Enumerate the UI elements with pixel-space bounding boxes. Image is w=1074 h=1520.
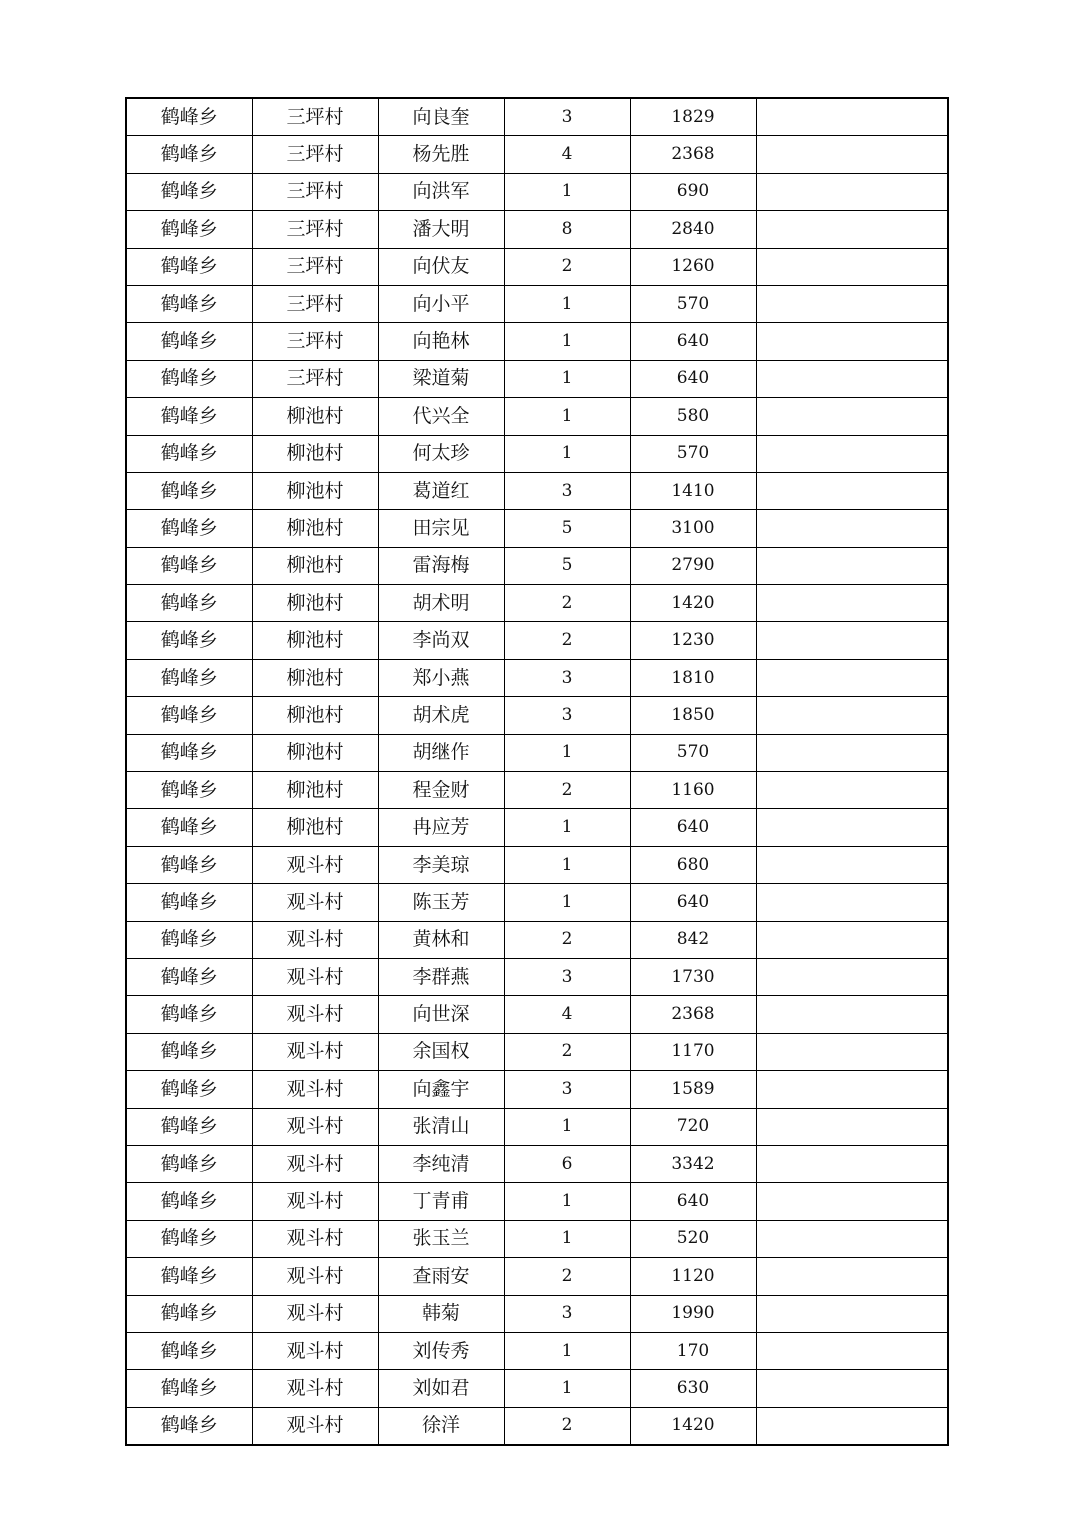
village-cell: 观斗村 — [252, 921, 378, 958]
amount-cell: 1990 — [630, 1295, 756, 1332]
count-cell: 2 — [504, 921, 630, 958]
table-row — [126, 98, 948, 136]
township-cell: 鹤峰乡 — [126, 958, 252, 995]
name-cell: 田宗见 — [378, 510, 504, 547]
amount-cell: 1260 — [630, 248, 756, 285]
table-row — [126, 772, 948, 809]
township-cell: 鹤峰乡 — [126, 211, 252, 248]
count-cell: 1 — [504, 1332, 630, 1369]
count-cell: 1 — [504, 1220, 630, 1257]
name-cell: 陈玉芳 — [378, 884, 504, 921]
name-cell: 向鑫宇 — [378, 1071, 504, 1108]
township-cell: 鹤峰乡 — [126, 921, 252, 958]
amount-cell: 720 — [630, 1108, 756, 1145]
count-cell: 3 — [504, 659, 630, 696]
amount-cell: 1810 — [630, 659, 756, 696]
township-cell: 鹤峰乡 — [126, 1258, 252, 1295]
amount-cell: 170 — [630, 1332, 756, 1369]
remark-cell — [756, 958, 948, 995]
table-row — [126, 1332, 948, 1369]
village-cell: 柳池村 — [252, 734, 378, 771]
count-cell: 2 — [504, 772, 630, 809]
remark-cell — [756, 1370, 948, 1407]
count-cell: 5 — [504, 547, 630, 584]
table-row — [126, 435, 948, 472]
count-cell: 3 — [504, 472, 630, 509]
count-cell: 4 — [504, 136, 630, 173]
amount-cell: 640 — [630, 1183, 756, 1220]
table-row — [126, 211, 948, 248]
township-cell: 鹤峰乡 — [126, 398, 252, 435]
remark-cell — [756, 622, 948, 659]
amount-cell: 570 — [630, 435, 756, 472]
name-cell: 胡术明 — [378, 585, 504, 622]
village-cell: 柳池村 — [252, 510, 378, 547]
name-cell: 雷海梅 — [378, 547, 504, 584]
table-row — [126, 697, 948, 734]
name-cell: 程金财 — [378, 772, 504, 809]
village-cell: 观斗村 — [252, 846, 378, 883]
remark-cell — [756, 360, 948, 397]
amount-cell: 2368 — [630, 136, 756, 173]
amount-cell: 1420 — [630, 585, 756, 622]
remark-cell — [756, 1258, 948, 1295]
township-cell: 鹤峰乡 — [126, 1332, 252, 1369]
township-cell: 鹤峰乡 — [126, 1220, 252, 1257]
village-cell: 观斗村 — [252, 1183, 378, 1220]
amount-cell: 690 — [630, 173, 756, 210]
remark-cell — [756, 547, 948, 584]
table-row — [126, 360, 948, 397]
count-cell: 2 — [504, 1258, 630, 1295]
table-row — [126, 1295, 948, 1332]
village-cell: 柳池村 — [252, 622, 378, 659]
remark-cell — [756, 98, 948, 136]
remark-cell — [756, 1183, 948, 1220]
remark-cell — [756, 510, 948, 547]
remark-cell — [756, 809, 948, 846]
count-cell: 8 — [504, 211, 630, 248]
township-cell: 鹤峰乡 — [126, 1145, 252, 1182]
count-cell: 1 — [504, 435, 630, 472]
township-cell: 鹤峰乡 — [126, 360, 252, 397]
remark-cell — [756, 285, 948, 322]
remark-cell — [756, 697, 948, 734]
table-row — [126, 846, 948, 883]
count-cell: 2 — [504, 1033, 630, 1070]
name-cell: 向良奎 — [378, 98, 504, 136]
table-row — [126, 472, 948, 509]
name-cell: 梁道菊 — [378, 360, 504, 397]
remark-cell — [756, 1332, 948, 1369]
village-cell: 观斗村 — [252, 1370, 378, 1407]
name-cell: 韩菊 — [378, 1295, 504, 1332]
remark-cell — [756, 996, 948, 1033]
amount-cell: 1589 — [630, 1071, 756, 1108]
name-cell: 余国权 — [378, 1033, 504, 1070]
table-body — [126, 98, 948, 1445]
count-cell: 1 — [504, 1370, 630, 1407]
table-row — [126, 884, 948, 921]
name-cell: 刘传秀 — [378, 1332, 504, 1369]
amount-cell: 580 — [630, 398, 756, 435]
village-cell: 三坪村 — [252, 136, 378, 173]
township-cell: 鹤峰乡 — [126, 1071, 252, 1108]
count-cell: 1 — [504, 398, 630, 435]
name-cell: 葛道红 — [378, 472, 504, 509]
count-cell: 4 — [504, 996, 630, 1033]
amount-cell: 1730 — [630, 958, 756, 995]
amount-cell: 1850 — [630, 697, 756, 734]
table-row — [126, 510, 948, 547]
township-cell: 鹤峰乡 — [126, 1108, 252, 1145]
count-cell: 5 — [504, 510, 630, 547]
township-cell: 鹤峰乡 — [126, 622, 252, 659]
name-cell: 刘如君 — [378, 1370, 504, 1407]
township-cell: 鹤峰乡 — [126, 1183, 252, 1220]
name-cell: 李群燕 — [378, 958, 504, 995]
remark-cell — [756, 398, 948, 435]
table-row — [126, 173, 948, 210]
name-cell: 徐洋 — [378, 1407, 504, 1445]
township-cell: 鹤峰乡 — [126, 659, 252, 696]
village-cell: 观斗村 — [252, 1108, 378, 1145]
count-cell: 3 — [504, 958, 630, 995]
name-cell: 张清山 — [378, 1108, 504, 1145]
table-row — [126, 285, 948, 322]
name-cell: 黄林和 — [378, 921, 504, 958]
amount-cell: 1410 — [630, 472, 756, 509]
table-row — [126, 809, 948, 846]
amount-cell: 3342 — [630, 1145, 756, 1182]
amount-cell: 570 — [630, 734, 756, 771]
remark-cell — [756, 921, 948, 958]
remark-cell — [756, 435, 948, 472]
township-cell: 鹤峰乡 — [126, 1033, 252, 1070]
township-cell: 鹤峰乡 — [126, 1370, 252, 1407]
township-cell: 鹤峰乡 — [126, 136, 252, 173]
township-cell: 鹤峰乡 — [126, 98, 252, 136]
amount-cell: 1120 — [630, 1258, 756, 1295]
name-cell: 胡继作 — [378, 734, 504, 771]
township-cell: 鹤峰乡 — [126, 697, 252, 734]
township-cell: 鹤峰乡 — [126, 510, 252, 547]
township-cell: 鹤峰乡 — [126, 435, 252, 472]
remark-cell — [756, 1145, 948, 1182]
amount-cell: 1829 — [630, 98, 756, 136]
village-cell: 观斗村 — [252, 996, 378, 1033]
table-row — [126, 1220, 948, 1257]
name-cell: 胡术虎 — [378, 697, 504, 734]
remark-cell — [756, 659, 948, 696]
name-cell: 向小平 — [378, 285, 504, 322]
amount-cell: 640 — [630, 360, 756, 397]
amount-cell: 1420 — [630, 1407, 756, 1445]
count-cell: 3 — [504, 98, 630, 136]
remark-cell — [756, 772, 948, 809]
township-cell: 鹤峰乡 — [126, 884, 252, 921]
amount-cell: 1230 — [630, 622, 756, 659]
village-cell: 观斗村 — [252, 1407, 378, 1445]
name-cell: 冉应芳 — [378, 809, 504, 846]
village-cell: 三坪村 — [252, 248, 378, 285]
count-cell: 2 — [504, 248, 630, 285]
amount-cell: 520 — [630, 1220, 756, 1257]
table-row — [126, 323, 948, 360]
table-row — [126, 585, 948, 622]
village-cell: 三坪村 — [252, 98, 378, 136]
table-row — [126, 136, 948, 173]
table-row — [126, 1071, 948, 1108]
name-cell: 潘大明 — [378, 211, 504, 248]
table-row — [126, 1370, 948, 1407]
table-row — [126, 622, 948, 659]
remark-cell — [756, 1108, 948, 1145]
name-cell: 向洪军 — [378, 173, 504, 210]
village-cell: 柳池村 — [252, 472, 378, 509]
village-cell: 观斗村 — [252, 1033, 378, 1070]
township-cell: 鹤峰乡 — [126, 248, 252, 285]
table-row — [126, 734, 948, 771]
township-cell: 鹤峰乡 — [126, 1407, 252, 1445]
village-cell: 观斗村 — [252, 958, 378, 995]
remark-cell — [756, 734, 948, 771]
remark-cell — [756, 1295, 948, 1332]
name-cell: 杨先胜 — [378, 136, 504, 173]
village-cell: 柳池村 — [252, 772, 378, 809]
amount-cell: 640 — [630, 809, 756, 846]
amount-cell: 2840 — [630, 211, 756, 248]
village-cell: 柳池村 — [252, 659, 378, 696]
village-cell: 观斗村 — [252, 1295, 378, 1332]
table-row — [126, 659, 948, 696]
count-cell: 1 — [504, 884, 630, 921]
village-cell: 柳池村 — [252, 547, 378, 584]
village-cell: 观斗村 — [252, 1220, 378, 1257]
remark-cell — [756, 1071, 948, 1108]
table-row — [126, 996, 948, 1033]
township-cell: 鹤峰乡 — [126, 734, 252, 771]
village-cell: 柳池村 — [252, 435, 378, 472]
village-cell: 柳池村 — [252, 809, 378, 846]
remark-cell — [756, 472, 948, 509]
village-cell: 柳池村 — [252, 585, 378, 622]
count-cell: 3 — [504, 697, 630, 734]
name-cell: 查雨安 — [378, 1258, 504, 1295]
count-cell: 1 — [504, 323, 630, 360]
remark-cell — [756, 884, 948, 921]
remark-cell — [756, 173, 948, 210]
remark-cell — [756, 211, 948, 248]
name-cell: 向艳林 — [378, 323, 504, 360]
village-cell: 三坪村 — [252, 323, 378, 360]
remark-cell — [756, 846, 948, 883]
village-cell: 三坪村 — [252, 211, 378, 248]
count-cell: 1 — [504, 734, 630, 771]
count-cell: 1 — [504, 173, 630, 210]
township-cell: 鹤峰乡 — [126, 996, 252, 1033]
township-cell: 鹤峰乡 — [126, 472, 252, 509]
township-cell: 鹤峰乡 — [126, 323, 252, 360]
township-cell: 鹤峰乡 — [126, 173, 252, 210]
amount-cell: 1160 — [630, 772, 756, 809]
table-row — [126, 1108, 948, 1145]
village-cell: 观斗村 — [252, 1332, 378, 1369]
table-row — [126, 1033, 948, 1070]
village-cell: 三坪村 — [252, 173, 378, 210]
remark-cell — [756, 248, 948, 285]
name-cell: 向世深 — [378, 996, 504, 1033]
amount-cell: 2368 — [630, 996, 756, 1033]
table-row — [126, 1183, 948, 1220]
amount-cell: 3100 — [630, 510, 756, 547]
count-cell: 2 — [504, 1407, 630, 1445]
amount-cell: 630 — [630, 1370, 756, 1407]
township-cell: 鹤峰乡 — [126, 285, 252, 322]
township-cell: 鹤峰乡 — [126, 772, 252, 809]
remark-cell — [756, 585, 948, 622]
amount-cell: 2790 — [630, 547, 756, 584]
count-cell: 1 — [504, 1183, 630, 1220]
name-cell: 代兴全 — [378, 398, 504, 435]
remark-cell — [756, 136, 948, 173]
name-cell: 李美琼 — [378, 846, 504, 883]
township-cell: 鹤峰乡 — [126, 846, 252, 883]
remark-cell — [756, 1407, 948, 1445]
remark-cell — [756, 1033, 948, 1070]
township-cell: 鹤峰乡 — [126, 585, 252, 622]
table-row — [126, 398, 948, 435]
count-cell: 6 — [504, 1145, 630, 1182]
amount-cell: 640 — [630, 323, 756, 360]
count-cell: 1 — [504, 360, 630, 397]
data-table — [125, 97, 949, 1446]
township-cell: 鹤峰乡 — [126, 547, 252, 584]
name-cell: 李尚双 — [378, 622, 504, 659]
table-row — [126, 1407, 948, 1445]
township-cell: 鹤峰乡 — [126, 809, 252, 846]
count-cell: 2 — [504, 622, 630, 659]
count-cell: 2 — [504, 585, 630, 622]
table-row — [126, 921, 948, 958]
count-cell: 1 — [504, 1108, 630, 1145]
table-row — [126, 248, 948, 285]
table-row — [126, 547, 948, 584]
name-cell: 郑小燕 — [378, 659, 504, 696]
count-cell: 1 — [504, 285, 630, 322]
name-cell: 丁青甫 — [378, 1183, 504, 1220]
table-row — [126, 958, 948, 995]
amount-cell: 570 — [630, 285, 756, 322]
name-cell: 张玉兰 — [378, 1220, 504, 1257]
name-cell: 向伏友 — [378, 248, 504, 285]
village-cell: 三坪村 — [252, 285, 378, 322]
village-cell: 三坪村 — [252, 360, 378, 397]
count-cell: 3 — [504, 1071, 630, 1108]
village-cell: 观斗村 — [252, 1145, 378, 1182]
count-cell: 1 — [504, 846, 630, 883]
table-row — [126, 1145, 948, 1182]
village-cell: 柳池村 — [252, 697, 378, 734]
name-cell: 何太珍 — [378, 435, 504, 472]
table-row — [126, 1258, 948, 1295]
remark-cell — [756, 1220, 948, 1257]
village-cell: 观斗村 — [252, 1071, 378, 1108]
village-cell: 观斗村 — [252, 1258, 378, 1295]
count-cell: 3 — [504, 1295, 630, 1332]
name-cell: 李纯清 — [378, 1145, 504, 1182]
amount-cell: 680 — [630, 846, 756, 883]
village-cell: 柳池村 — [252, 398, 378, 435]
amount-cell: 1170 — [630, 1033, 756, 1070]
village-cell: 观斗村 — [252, 884, 378, 921]
amount-cell: 640 — [630, 884, 756, 921]
remark-cell — [756, 323, 948, 360]
count-cell: 1 — [504, 809, 630, 846]
amount-cell: 842 — [630, 921, 756, 958]
township-cell: 鹤峰乡 — [126, 1295, 252, 1332]
